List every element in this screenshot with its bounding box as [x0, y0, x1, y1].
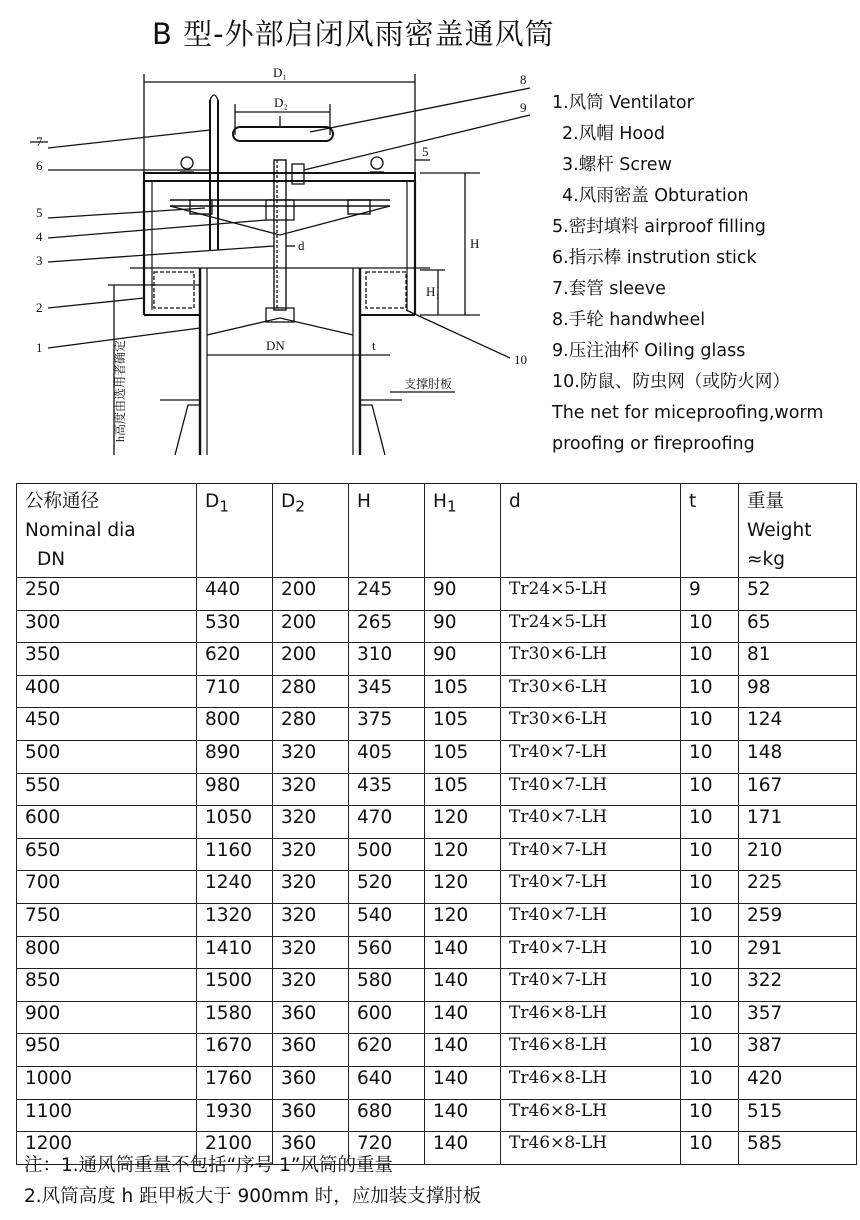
- table-cell: Tr24×5-LH: [501, 578, 681, 611]
- table-row: [17, 1099, 857, 1132]
- table-cell: 440: [197, 578, 273, 611]
- table-cell: 310: [349, 643, 425, 676]
- table-cell: 680: [349, 1099, 425, 1132]
- table-row: [17, 903, 857, 936]
- table-cell: 800: [197, 708, 273, 741]
- header-h: [349, 484, 425, 578]
- table-cell: 259: [739, 903, 857, 936]
- table-cell: 360: [273, 1132, 349, 1165]
- note-2: 2.风筒高度 h 距甲板大于 900mm 时，应加装支撑肘板: [24, 1186, 482, 1207]
- table-cell: Tr40×7-LH: [501, 969, 681, 1002]
- header-dn-cn: 公称通径: [25, 491, 100, 512]
- table-cell: Tr46×8-LH: [501, 1066, 681, 1099]
- table-cell: 1320: [197, 903, 273, 936]
- table-cell: 105: [425, 675, 501, 708]
- table-cell: Tr40×7-LH: [501, 773, 681, 806]
- table-cell: 710: [197, 675, 273, 708]
- table-row: [17, 838, 857, 871]
- table-cell: 750: [17, 903, 197, 936]
- table-cell: 357: [739, 1001, 857, 1034]
- header-dn-en: Nominal dia: [25, 520, 136, 541]
- table-cell: 140: [425, 1001, 501, 1034]
- table-cell: 600: [17, 806, 197, 839]
- table-cell: 10: [681, 610, 739, 643]
- table-cell: 280: [273, 675, 349, 708]
- header-dn-abbr: DN: [37, 549, 66, 570]
- table-row: [17, 708, 857, 741]
- side-h-label: h高度由选用者确定: [113, 339, 127, 442]
- table-cell: Tr40×7-LH: [501, 740, 681, 773]
- dim-h1-label: H₁: [426, 284, 440, 299]
- table-cell: 140: [425, 1066, 501, 1099]
- callout-2: 2: [36, 300, 43, 315]
- table-cell: 1410: [197, 936, 273, 969]
- table-cell: 10: [681, 675, 739, 708]
- table-cell: 470: [349, 806, 425, 839]
- legend-item: 6.指示棒 instrution stick: [552, 248, 757, 268]
- legend-item: 8.手轮 handwheel: [552, 310, 706, 330]
- table-cell: 320: [273, 936, 349, 969]
- table-cell: 140: [425, 936, 501, 969]
- table-row: [17, 969, 857, 1002]
- table-cell: 140: [425, 1132, 501, 1165]
- table-cell: 1930: [197, 1099, 273, 1132]
- callout-3: 3: [36, 253, 43, 268]
- dim-d2-label: D₂: [274, 95, 288, 110]
- table-row: [17, 610, 857, 643]
- table-cell: 10: [681, 708, 739, 741]
- table-cell: 620: [197, 643, 273, 676]
- table-cell: 980: [197, 773, 273, 806]
- table-cell: 360: [273, 1099, 349, 1132]
- table-cell: 245: [349, 578, 425, 611]
- dim-t-label: t: [372, 338, 376, 353]
- note-1: 注：1.通风筒重量不包括“序号 1”风筒的重量: [24, 1155, 393, 1176]
- table-cell: 140: [425, 969, 501, 1002]
- table-cell: 360: [273, 1066, 349, 1099]
- notes: [24, 1150, 481, 1212]
- table-cell: 90: [425, 643, 501, 676]
- table-cell: 800: [17, 936, 197, 969]
- table-row: [17, 1066, 857, 1099]
- table-cell: 81: [739, 643, 857, 676]
- table-cell: 950: [17, 1034, 197, 1067]
- table-cell: 387: [739, 1034, 857, 1067]
- table-row: [17, 578, 857, 611]
- table-cell: 550: [17, 773, 197, 806]
- table-cell: 345: [349, 675, 425, 708]
- callout-5: 5: [36, 205, 43, 220]
- table-cell: 405: [349, 740, 425, 773]
- table-cell: 420: [739, 1066, 857, 1099]
- table-cell: 10: [681, 806, 739, 839]
- table-cell: 167: [739, 773, 857, 806]
- dim-h-label: H: [470, 236, 480, 251]
- table-cell: Tr46×8-LH: [501, 1001, 681, 1034]
- parts-legend: [552, 88, 852, 460]
- table-cell: 105: [425, 740, 501, 773]
- table-cell: 10: [681, 1066, 739, 1099]
- table-row: [17, 675, 857, 708]
- table-cell: Tr40×7-LH: [501, 806, 681, 839]
- table-cell: 10: [681, 969, 739, 1002]
- table-cell: 350: [17, 643, 197, 676]
- table-row: [17, 740, 857, 773]
- callout-1: 1: [36, 340, 43, 355]
- table-cell: 850: [17, 969, 197, 1002]
- callout-8: 8: [520, 72, 527, 87]
- header-weight: [739, 484, 857, 578]
- table-cell: 1160: [197, 838, 273, 871]
- table-cell: 200: [273, 578, 349, 611]
- header-t: [681, 484, 739, 578]
- table-cell: 360: [273, 1034, 349, 1067]
- table-cell: 400: [17, 675, 197, 708]
- table-cell: 620: [349, 1034, 425, 1067]
- table-cell: 700: [17, 871, 197, 904]
- table-cell: 10: [681, 1099, 739, 1132]
- table-cell: 320: [273, 773, 349, 806]
- table-cell: 320: [273, 806, 349, 839]
- technical-drawing: [30, 60, 540, 460]
- table-cell: Tr46×8-LH: [501, 1132, 681, 1165]
- legend-item: 7.套管 sleeve: [552, 279, 666, 299]
- legend-item: 9.压注油杯 Oiling glass: [552, 341, 746, 361]
- table-cell: 171: [739, 806, 857, 839]
- table-cell: Tr24×5-LH: [501, 610, 681, 643]
- header-d1: [197, 484, 273, 578]
- table-row: [17, 806, 857, 839]
- dim-dn-label: DN: [266, 338, 285, 353]
- table-cell: 10: [681, 1001, 739, 1034]
- table-cell: Tr46×8-LH: [501, 1099, 681, 1132]
- table-cell: 720: [349, 1132, 425, 1165]
- table-cell: Tr40×7-LH: [501, 871, 681, 904]
- support-label: 支撑肘板: [404, 377, 453, 391]
- table-cell: 10: [681, 643, 739, 676]
- table-cell: 90: [425, 610, 501, 643]
- dim-d-label: d: [298, 238, 305, 253]
- table-cell: 9: [681, 578, 739, 611]
- legend-item: 2.风帽 Hood: [562, 124, 665, 144]
- table-cell: 10: [681, 838, 739, 871]
- header-weight-unit: ≈kg: [747, 549, 785, 570]
- header-d2: [273, 484, 349, 578]
- table-cell: 1050: [197, 806, 273, 839]
- table-cell: 10: [681, 936, 739, 969]
- table-cell: 600: [349, 1001, 425, 1034]
- callout-4: 4: [36, 229, 43, 244]
- table-cell: 320: [273, 740, 349, 773]
- table-cell: 1670: [197, 1034, 273, 1067]
- table-cell: 120: [425, 871, 501, 904]
- table-cell: Tr40×7-LH: [501, 838, 681, 871]
- table-body: [17, 578, 857, 1165]
- table-cell: 515: [739, 1099, 857, 1132]
- table-cell: 10: [681, 740, 739, 773]
- callout-9: 9: [520, 100, 527, 115]
- table-cell: 435: [349, 773, 425, 806]
- table-row: [17, 936, 857, 969]
- header-h-main: H: [357, 491, 371, 512]
- table-row: [17, 1001, 857, 1034]
- header-weight-cn: 重量: [747, 491, 785, 512]
- table-cell: 140: [425, 1034, 501, 1067]
- header-d1-main: D: [205, 491, 220, 512]
- table-cell: 1000: [17, 1066, 197, 1099]
- table-cell: 540: [349, 903, 425, 936]
- callout-7: 7: [36, 134, 43, 149]
- table-cell: Tr46×8-LH: [501, 1034, 681, 1067]
- table-cell: 500: [17, 740, 197, 773]
- legend-item: 5.密封填料 airproof filling: [552, 217, 766, 237]
- table-header-row: [17, 484, 857, 578]
- table-cell: 650: [17, 838, 197, 871]
- table-cell: 1100: [17, 1099, 197, 1132]
- table-cell: 1760: [197, 1066, 273, 1099]
- table-cell: 900: [17, 1001, 197, 1034]
- table-cell: 320: [273, 903, 349, 936]
- header-d2-main: D: [281, 491, 296, 512]
- specs-table: [16, 483, 857, 1165]
- table-cell: 10: [681, 1132, 739, 1165]
- table-cell: 65: [739, 610, 857, 643]
- header-dn: [17, 484, 197, 578]
- table-cell: 148: [739, 740, 857, 773]
- table-cell: 225: [739, 871, 857, 904]
- header-h1-main: H: [433, 491, 447, 512]
- legend-item: 10.防鼠、防虫网（或防火网）: [552, 372, 790, 392]
- legend-item: 1.风筒 Ventilator: [552, 93, 694, 113]
- callout-6: 6: [36, 158, 43, 173]
- header-h1: [425, 484, 501, 578]
- table-cell: Tr30×6-LH: [501, 643, 681, 676]
- table-row: [17, 643, 857, 676]
- table-cell: 1580: [197, 1001, 273, 1034]
- table-cell: Tr30×6-LH: [501, 675, 681, 708]
- header-d: [501, 484, 681, 578]
- table-cell: 200: [273, 610, 349, 643]
- table-cell: 375: [349, 708, 425, 741]
- legend-item: proofing or fireproofing: [552, 434, 755, 454]
- table-cell: 585: [739, 1132, 857, 1165]
- table-cell: 890: [197, 740, 273, 773]
- table-cell: 580: [349, 969, 425, 1002]
- table-cell: 322: [739, 969, 857, 1002]
- table-cell: 520: [349, 871, 425, 904]
- table-cell: 1200: [17, 1132, 197, 1165]
- table-cell: 90: [425, 578, 501, 611]
- table-cell: 560: [349, 936, 425, 969]
- table-cell: 320: [273, 838, 349, 871]
- table-cell: Tr40×7-LH: [501, 903, 681, 936]
- table-cell: Tr30×6-LH: [501, 708, 681, 741]
- table-cell: 265: [349, 610, 425, 643]
- page-title: B 型-外部启闭风雨密盖通风筒: [152, 17, 555, 51]
- table-cell: 120: [425, 838, 501, 871]
- table-cell: 10: [681, 773, 739, 806]
- table-cell: 210: [739, 838, 857, 871]
- table-cell: 200: [273, 643, 349, 676]
- table-cell: 2100: [197, 1132, 273, 1165]
- table-cell: 105: [425, 773, 501, 806]
- table-row: [17, 1034, 857, 1067]
- header-d2-sub: 2: [295, 497, 306, 516]
- table-cell: 291: [739, 936, 857, 969]
- legend-item: The net for miceproofing,worm: [552, 403, 824, 423]
- table-cell: 120: [425, 903, 501, 936]
- table-cell: 52: [739, 578, 857, 611]
- table-cell: 640: [349, 1066, 425, 1099]
- table-cell: 10: [681, 871, 739, 904]
- table-cell: 98: [739, 675, 857, 708]
- header-h1-sub: 1: [446, 497, 457, 516]
- table-cell: 120: [425, 806, 501, 839]
- table-cell: 140: [425, 1099, 501, 1132]
- legend-item: 3.螺杆 Screw: [562, 155, 672, 175]
- table-cell: 320: [273, 871, 349, 904]
- header-d-main: d: [509, 491, 521, 512]
- table-cell: 105: [425, 708, 501, 741]
- table-cell: 1500: [197, 969, 273, 1002]
- dim-d1-label: D₁: [273, 65, 287, 80]
- table-cell: Tr40×7-LH: [501, 936, 681, 969]
- table-cell: 360: [273, 1001, 349, 1034]
- header-t-main: t: [689, 491, 697, 512]
- dim-5-label: 5: [422, 144, 429, 159]
- callout-10: 10: [514, 352, 527, 367]
- table-cell: 300: [17, 610, 197, 643]
- table-cell: 280: [273, 708, 349, 741]
- table-cell: 10: [681, 903, 739, 936]
- table-row: [17, 773, 857, 806]
- table-cell: 320: [273, 969, 349, 1002]
- table-cell: 1240: [197, 871, 273, 904]
- table-cell: 450: [17, 708, 197, 741]
- table-row: [17, 871, 857, 904]
- table-cell: 500: [349, 838, 425, 871]
- table-cell: 250: [17, 578, 197, 611]
- header-d1-sub: 1: [219, 497, 230, 516]
- legend-item: 4.风雨密盖 Obturation: [562, 186, 749, 206]
- table-cell: 530: [197, 610, 273, 643]
- table-cell: 10: [681, 1034, 739, 1067]
- header-weight-en: Weight: [747, 520, 812, 541]
- table-cell: 124: [739, 708, 857, 741]
